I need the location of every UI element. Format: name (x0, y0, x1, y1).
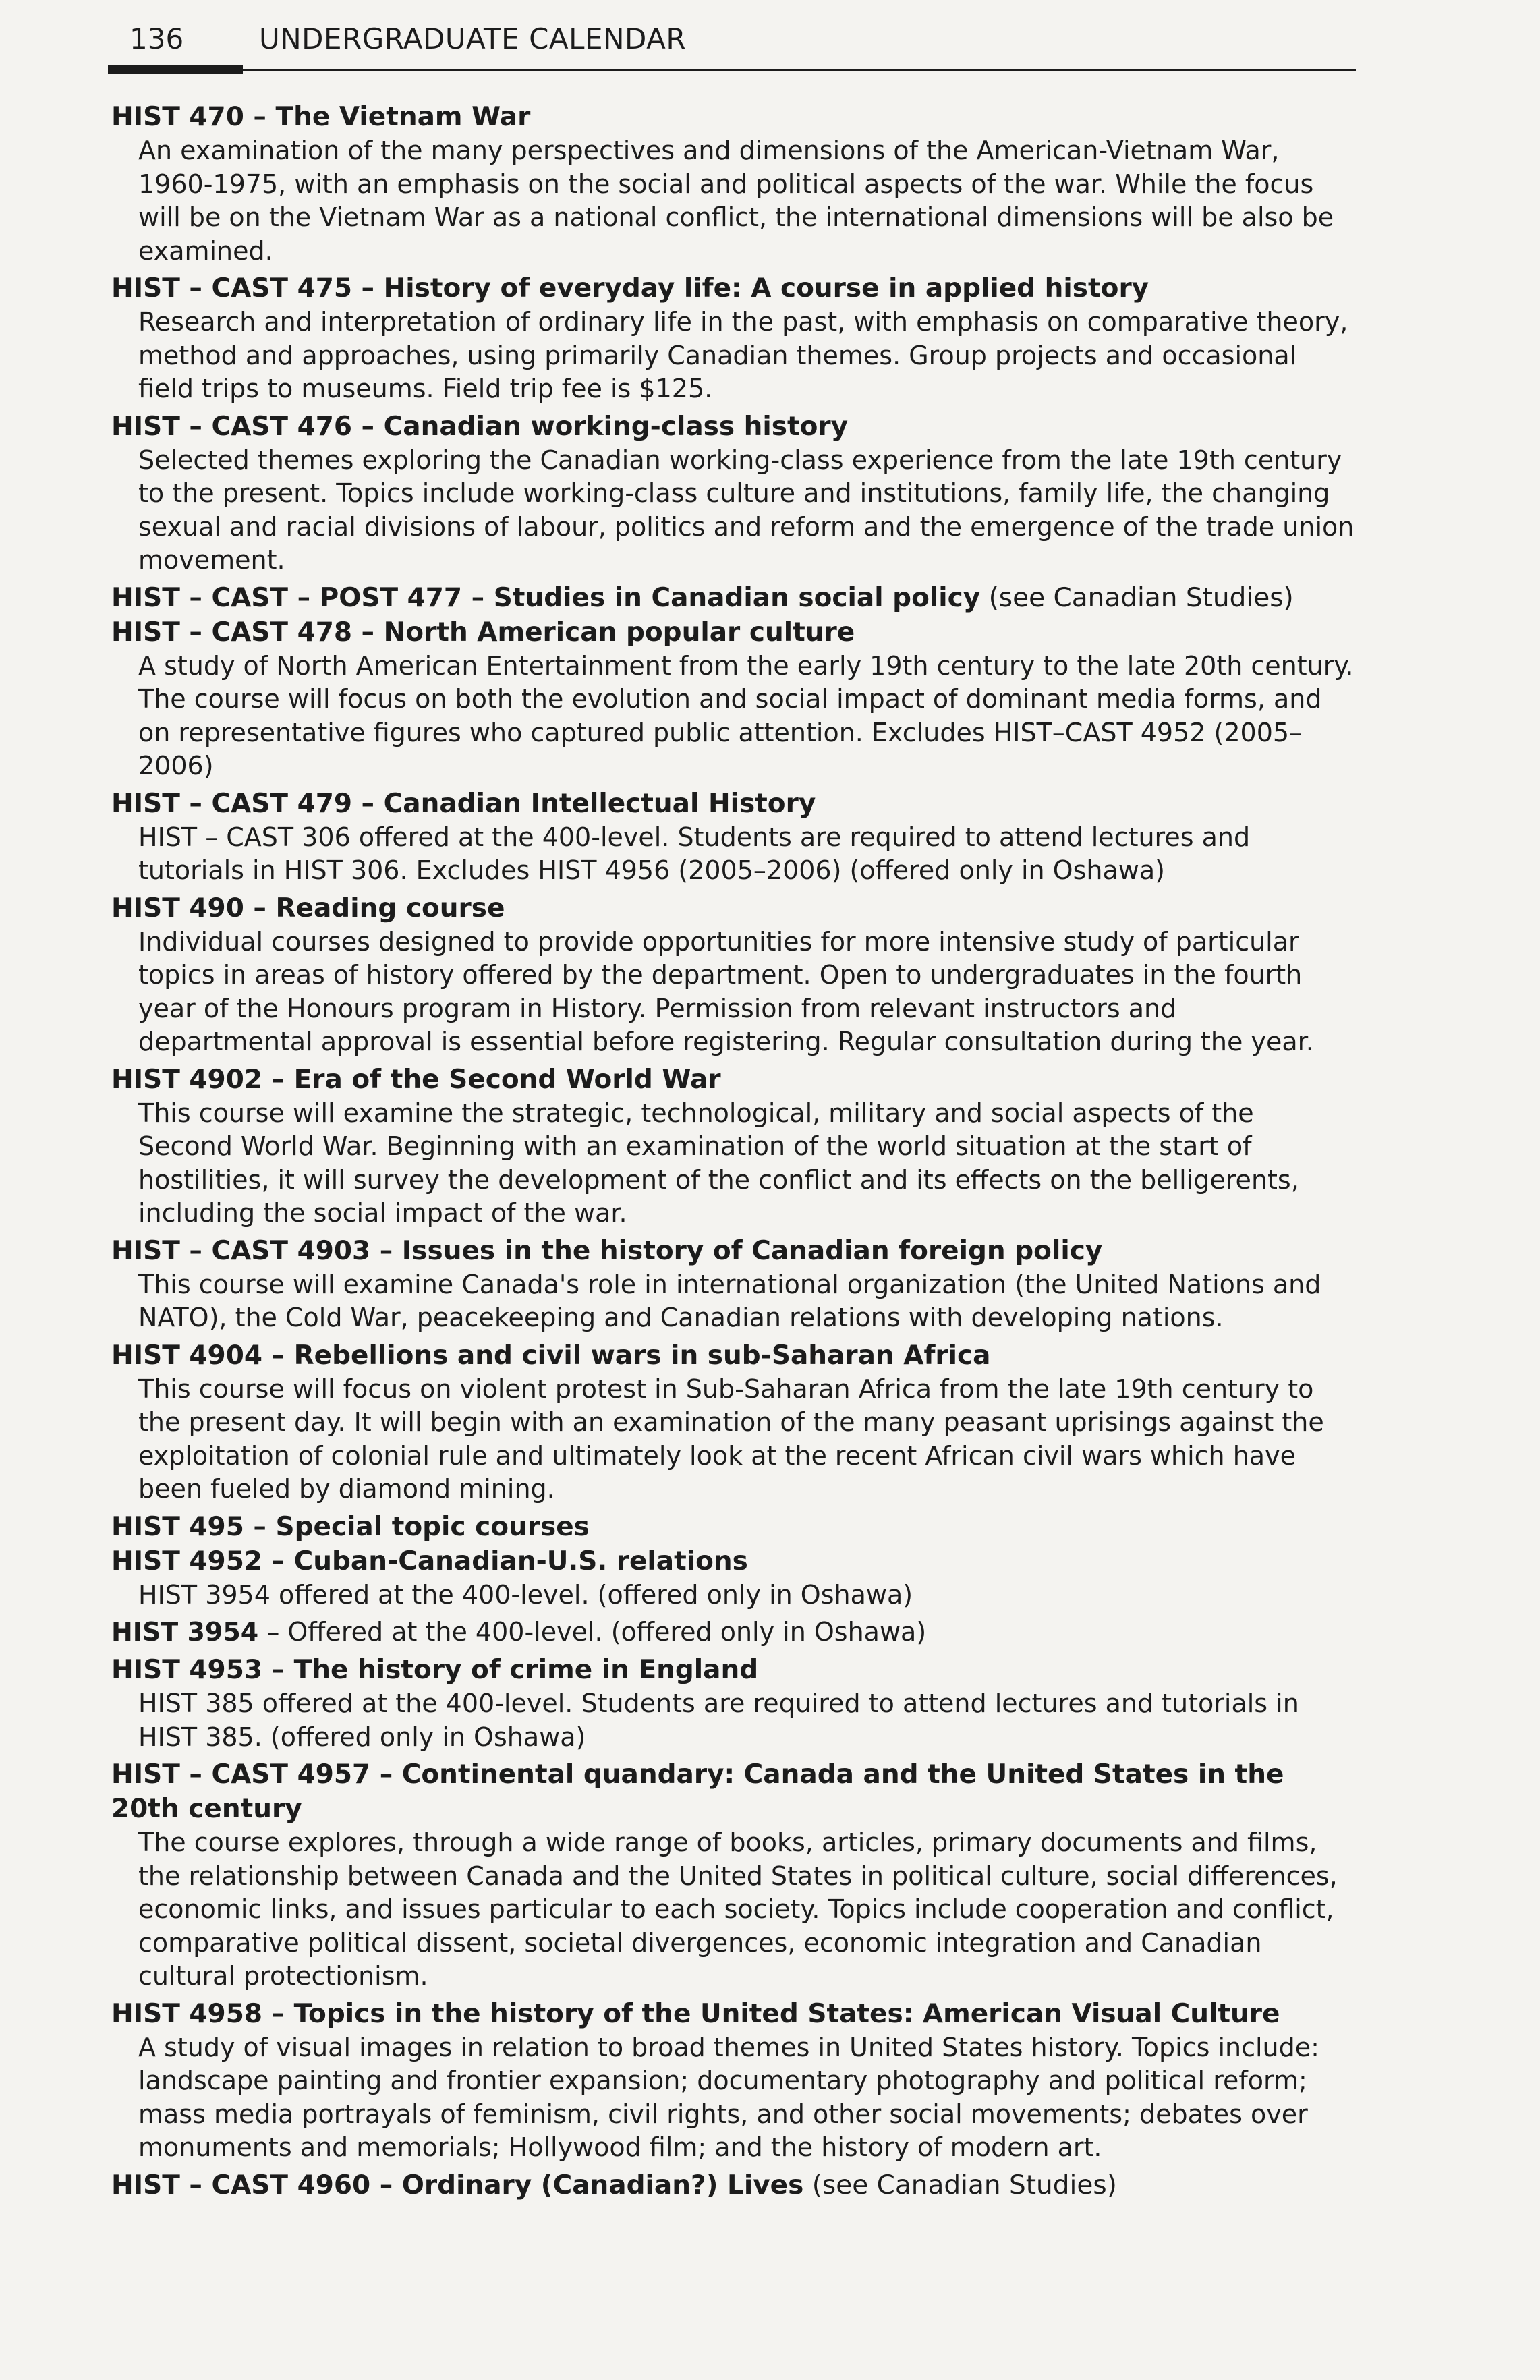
header-rule-thick (108, 65, 243, 74)
page-header (108, 19, 1356, 72)
course-title: HIST – CAST – POST 477 – Studies in Canadian social policy (111, 582, 981, 613)
course-entry (111, 1653, 1356, 1754)
course-title: HIST – CAST 4903 – Issues in the history of Canadian foreign policy (111, 1235, 1103, 1266)
course-title: HIST – CAST 4957 – Continental quandary: Canada and the United States in the 20th century (111, 1759, 1284, 1824)
course-entry (111, 1062, 1356, 1230)
see-reference: (see Canadian Studies) (803, 2170, 1117, 2201)
course-title: HIST – CAST 475 – History of everyday life: A course in applied history (111, 273, 1149, 304)
course-description: This course will focus on violent protest in Sub-Saharan Africa from the late 19th century to the present day. It will begin with an examination of the many peasant uprisings against the exploitation of colonial rule and ultimately look at the recent African civil wars which have been fueled by diamond mining. (138, 1373, 1324, 1504)
course-title: HIST 470 – The Vietnam War (111, 102, 531, 132)
course-title: HIST – CAST 4960 – Ordinary (Canadian?) Lives (111, 2170, 804, 2201)
course-title: HIST 4958 – Topics in the history of the United States: American Visual Culture (111, 1998, 1280, 2029)
running-title: UNDERGRADUATE CALENDAR (259, 22, 687, 55)
course-description: Research and interpretation of ordinary life in the past, with emphasis on comparative theory, method and approaches, using primarily Canadian themes. Group projects and occasional field trips to museums. Field trip fee is $125. (138, 307, 1348, 403)
course-code: HIST 3954 (111, 1617, 259, 1647)
course-description: A study of visual images in relation to broad themes in United States history. Topics include: landscape painting and frontier expansion; documentary photography and political reform; mass media portrayals of feminism, civil rights, and other social movements; debates over monuments and memorials; Hollywood film; and the history of modern art. (138, 2032, 1319, 2162)
course-title: HIST 490 – Reading course (111, 893, 505, 924)
header-rule-thin (243, 69, 1356, 71)
course-entry (111, 1234, 1356, 1335)
inline-course-text: – Offered at the 400-level. (offered only in Oshawa) (258, 1617, 927, 1647)
course-entry (111, 271, 1356, 406)
course-description: This course will examine the strategic, technological, military and social aspects of the Second World War. Beginning with an examination of the world situation at the start of hostilities, it will survey the development of the conflict and its effects on the belligerents, including the social impact of the war. (138, 1098, 1299, 1228)
course-list (111, 100, 1356, 2203)
course-description: A study of North American Entertainment from the early 19th century to the late 20th century. The course will focus on both the evolution and social impact of dominant media forms, and on representative figures who captured public attention. Excludes HIST–CAST 4952 (2005–2006) (138, 650, 1354, 781)
course-entry (111, 615, 1356, 783)
course-title: HIST 495 – Special topic courses (111, 1511, 590, 1542)
course-entry (111, 1338, 1356, 1506)
course-title-line (111, 581, 1356, 615)
inline-course-entry (111, 1615, 1356, 1649)
course-title: HIST – CAST 479 – Canadian Intellectual History (111, 788, 816, 819)
course-description: Selected themes exploring the Canadian working-class experience from the late 19th century to the present. Topics include working-class culture and institutions, family life, the changing sexual and racial divisions of labour, politics and reform and the emergence of the trade union movement. (138, 445, 1354, 575)
course-title: HIST 4904 – Rebellions and civil wars in sub-Saharan Africa (111, 1340, 991, 1371)
course-title: HIST – CAST 476 – Canadian working-class history (111, 411, 849, 442)
course-entry (111, 1997, 1356, 2165)
course-description: HIST – CAST 306 offered at the 400-level. Students are required to attend lectures and tutorials in HIST 306. Excludes HIST 4956 (2005–2006) (offered only in Oshawa) (138, 822, 1251, 885)
see-reference: (see Canadian Studies) (980, 582, 1294, 613)
course-entry (111, 891, 1356, 1059)
course-title: HIST 4952 – Cuban-Canadian-U.S. relations (111, 1546, 748, 1577)
course-entry (111, 787, 1356, 888)
course-entry (111, 581, 1356, 615)
course-title-line (111, 2168, 1356, 2203)
course-entry (111, 1544, 1356, 1612)
course-title: HIST 4902 – Era of the Second World War (111, 1064, 721, 1095)
course-entry (111, 1510, 1356, 1544)
course-description: The course explores, through a wide range of books, articles, primary documents and films, the relationship between Canada and the United States in political culture, social differences, economic links, and issues particular to each society. Topics include cooperation and conflict, comparative political dissent, societal divergences, economic integration and Canadian cultural protectionism. (138, 1828, 1338, 1991)
course-title: HIST 4953 – The history of crime in England (111, 1655, 759, 1685)
course-description: HIST 3954 offered at the 400-level. (offered only in Oshawa) (138, 1579, 913, 1610)
course-entry (111, 2168, 1356, 2203)
course-description: HIST 385 offered at the 400-level. Students are required to attend lectures and tutorials in HIST 385. (offered only in Oshawa) (138, 1689, 1299, 1752)
course-description: This course will examine Canada's role in international organization (the United Nations and NATO), the Cold War, peacekeeping and Canadian relations with developing nations. (138, 1269, 1321, 1332)
course-entry (111, 100, 1356, 268)
course-description: Individual courses designed to provide opportunities for more intensive study of particular topics in areas of history offered by the department. Open to undergraduates in the fourth year of the Honours program in History. Permission from relevant instructors and departmental approval is essential before registering. Regular consultation during the year. (138, 926, 1314, 1056)
course-entry (111, 409, 1356, 577)
course-description: An examination of the many perspectives and dimensions of the American-Vietnam War, 1960-1975, with an emphasis on the social and political aspects of the war. While the focus will be on the Vietnam War as a national conflict, the international dimensions will be also be examined. (138, 136, 1334, 266)
course-title: HIST – CAST 478 – North American popular culture (111, 617, 855, 648)
course-entry (111, 1757, 1356, 1993)
page-number: 136 (130, 22, 184, 55)
